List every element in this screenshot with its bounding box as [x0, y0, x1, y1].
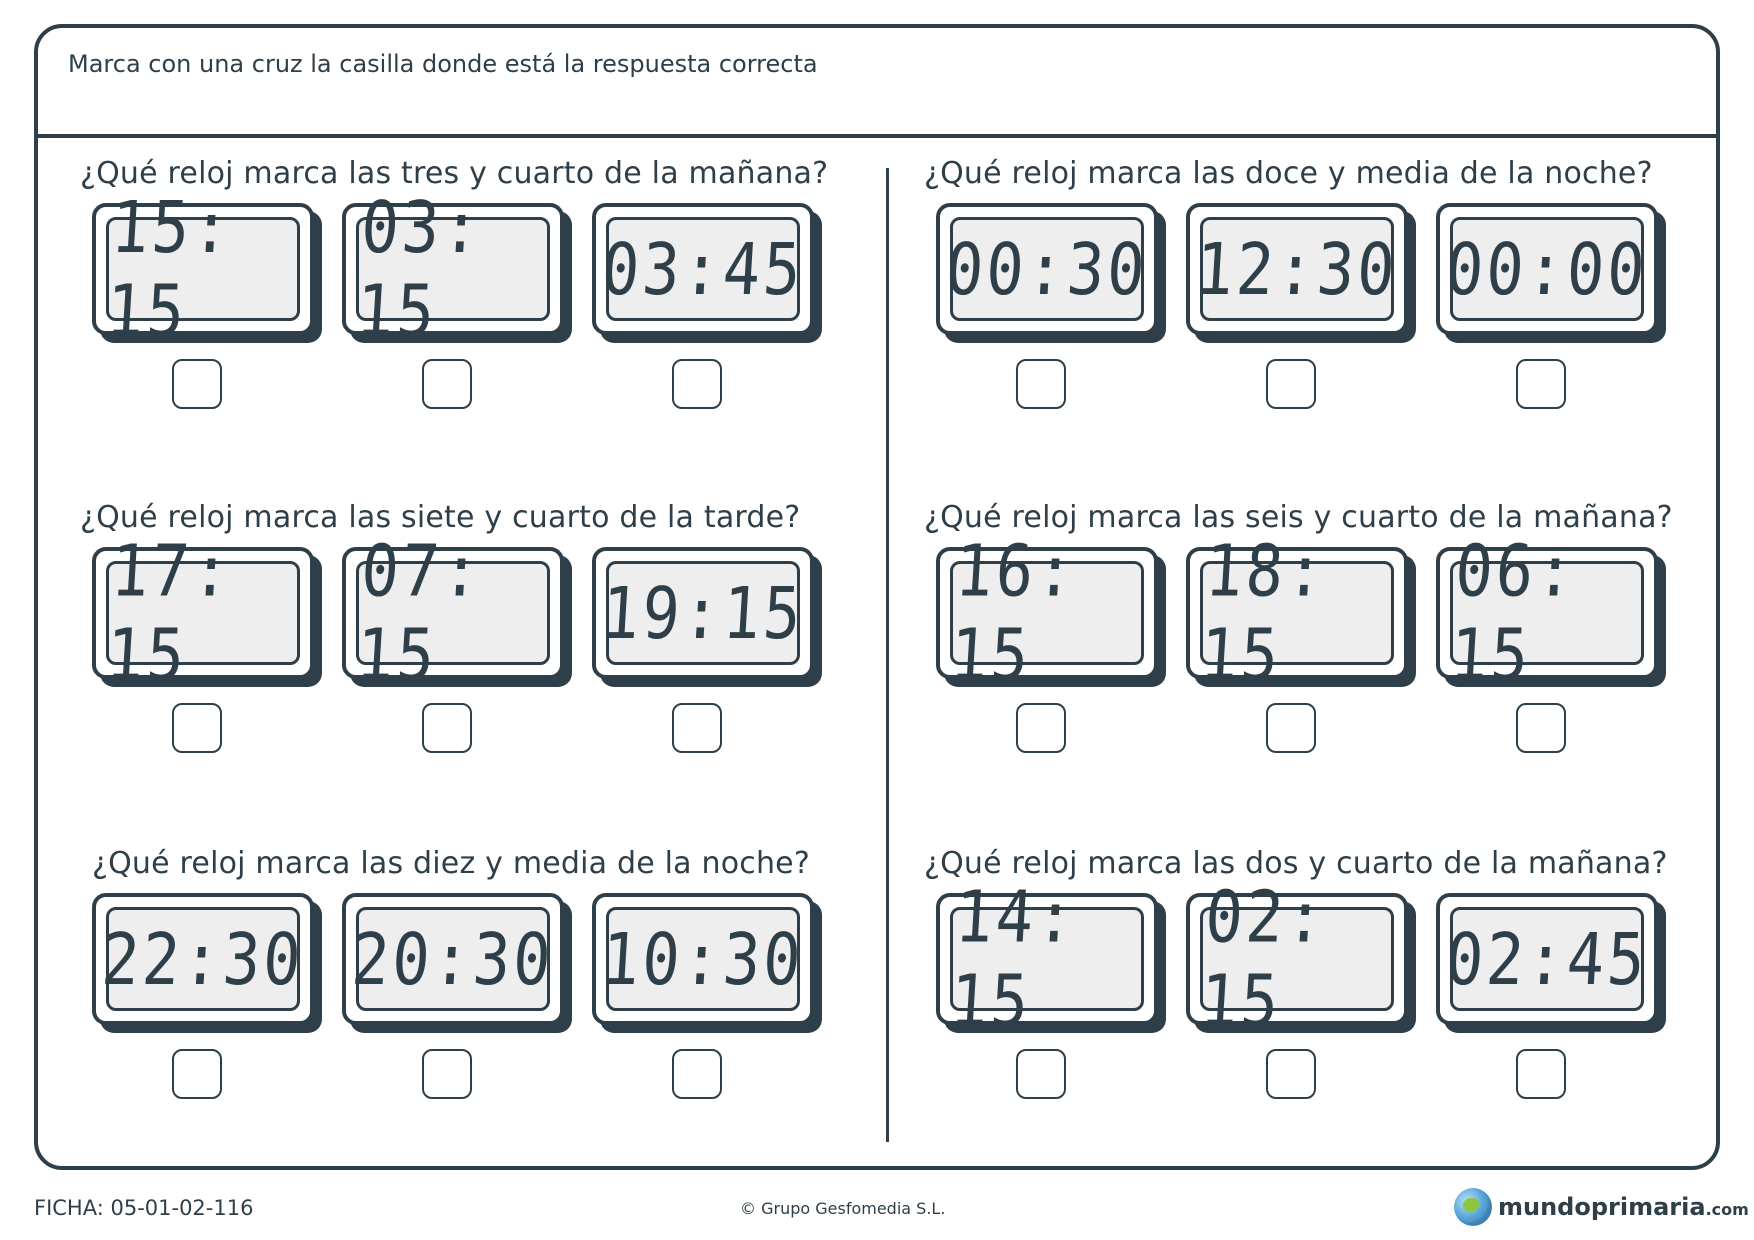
worksheet-frame: [34, 24, 1720, 1170]
answer-checkbox[interactable]: [1016, 359, 1066, 409]
digital-clock: [1436, 893, 1666, 1033]
mundoprimaria-logo[interactable]: [1454, 1188, 1749, 1226]
question-text: ¿Qué reloj marca las dos y cuarto de la mañana?: [924, 846, 1668, 881]
digital-clock: [1186, 529, 1416, 697]
clock-options: [924, 529, 1744, 747]
clock-options: [924, 203, 1744, 403]
question-block-1: [80, 156, 900, 403]
digital-clock: [92, 529, 322, 697]
clock-time: 17: 15: [103, 529, 236, 697]
clock-time: 18: 15: [1197, 529, 1330, 697]
clock-time: 12:30: [1193, 227, 1401, 311]
digital-clock: [936, 529, 1166, 697]
answer-checkbox[interactable]: [672, 359, 722, 409]
question-block-5: [92, 846, 912, 1093]
clock-options: [80, 185, 900, 403]
clock-options: [80, 529, 900, 747]
answer-checkbox[interactable]: [672, 1049, 722, 1099]
digital-clock: [592, 893, 822, 1033]
answer-checkbox[interactable]: [1266, 359, 1316, 409]
instruction-text: Marca con una cruz la casilla donde está la respuesta correcta: [68, 50, 818, 78]
logo-suffix: .com: [1705, 1200, 1749, 1219]
question-block-2: [924, 156, 1744, 403]
answer-checkbox[interactable]: [672, 703, 722, 753]
question-text: ¿Qué reloj marca las tres y cuarto de la mañana?: [80, 156, 829, 191]
question-block-4: [924, 500, 1744, 747]
answer-checkbox[interactable]: [422, 703, 472, 753]
answer-checkbox[interactable]: [172, 703, 222, 753]
digital-clock: [92, 893, 322, 1033]
clock-time: 15: 15: [103, 185, 236, 353]
copyright-text: © Grupo Gesfomedia S.L.: [740, 1199, 946, 1218]
clock-time: 03: 15: [353, 185, 486, 353]
clock-time: 03:45: [599, 227, 807, 311]
answer-checkbox[interactable]: [422, 359, 472, 409]
digital-clock: [342, 893, 572, 1033]
answer-checkbox[interactable]: [172, 359, 222, 409]
digital-clock: [936, 875, 1166, 1043]
question-block-6: [924, 846, 1744, 1093]
clock-options: [92, 893, 912, 1093]
answer-checkbox[interactable]: [422, 1049, 472, 1099]
question-text: ¿Qué reloj marca las doce y media de la noche?: [924, 156, 1653, 191]
answer-checkbox[interactable]: [172, 1049, 222, 1099]
clock-time: 06: 15: [1447, 529, 1580, 697]
question-text: ¿Qué reloj marca las diez y media de la noche?: [92, 846, 810, 881]
answer-checkbox[interactable]: [1016, 1049, 1066, 1099]
clock-time: 07: 15: [353, 529, 486, 697]
clock-time: 00:00: [1443, 227, 1651, 311]
digital-clock: [936, 203, 1166, 343]
digital-clock: [1186, 875, 1416, 1043]
digital-clock: [92, 185, 322, 353]
answer-checkbox[interactable]: [1016, 703, 1066, 753]
digital-clock: [1436, 529, 1666, 697]
clock-time: 16: 15: [947, 529, 1080, 697]
answer-checkbox[interactable]: [1516, 359, 1566, 409]
digital-clock: [592, 203, 822, 343]
digital-clock: [342, 185, 572, 353]
logo-name: mundoprimaria: [1498, 1193, 1706, 1221]
header-divider: [38, 134, 1716, 138]
globe-icon: [1454, 1188, 1492, 1226]
question-text: ¿Qué reloj marca las siete y cuarto de la tarde?: [80, 500, 801, 535]
clock-time: 20:30: [349, 917, 557, 1001]
clock-time: 19:15: [599, 571, 807, 655]
clock-time: 22:30: [99, 917, 307, 1001]
digital-clock: [1186, 203, 1416, 343]
clock-time: 02: 15: [1197, 875, 1330, 1043]
digital-clock: [1436, 203, 1666, 343]
question-text: ¿Qué reloj marca las seis y cuarto de la mañana?: [924, 500, 1673, 535]
clock-time: 14: 15: [947, 875, 1080, 1043]
answer-checkbox[interactable]: [1266, 703, 1316, 753]
clock-time: 02:45: [1443, 917, 1651, 1001]
answer-checkbox[interactable]: [1516, 1049, 1566, 1099]
answer-checkbox[interactable]: [1266, 1049, 1316, 1099]
clock-time: 00:30: [943, 227, 1151, 311]
clock-time: 10:30: [599, 917, 807, 1001]
question-block-3: [80, 500, 900, 747]
ficha-code: FICHA: 05-01-02-116: [34, 1196, 254, 1220]
digital-clock: [592, 547, 822, 687]
clock-options: [924, 875, 1744, 1093]
logo-wordmark: [1498, 1193, 1749, 1221]
digital-clock: [342, 529, 572, 697]
answer-checkbox[interactable]: [1516, 703, 1566, 753]
